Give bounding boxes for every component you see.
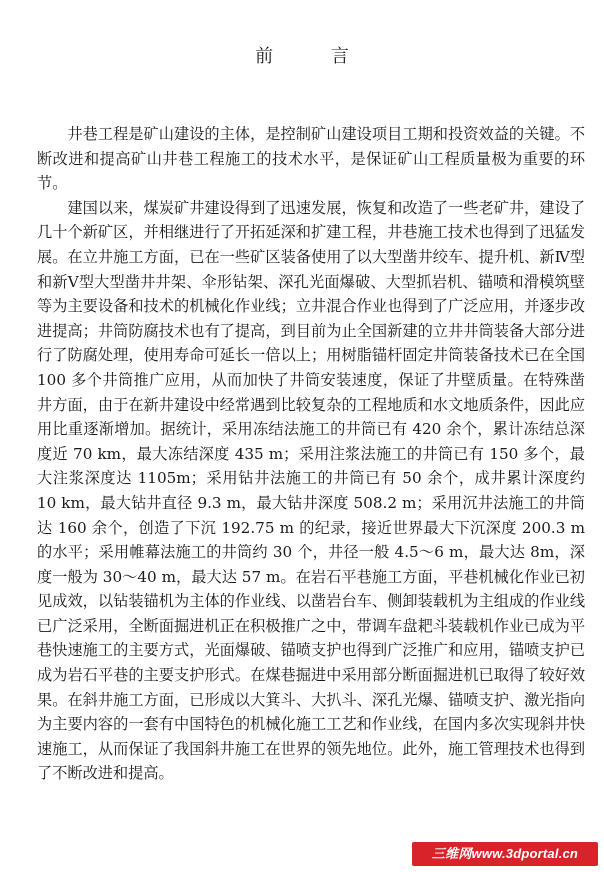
body-text [37, 122, 585, 786]
page-title: 前 言 [255, 46, 375, 67]
watermark-logo: 三维网www.3dportal.cn [412, 842, 598, 866]
paragraph: 井巷工程是矿山建设的主体，是控制矿山建设项目工期和投资效益的关键。不断改进和提高矿山井巷工程施工的技术水平，是保证矿山工程质量极为重要的环节。 [37, 125, 585, 193]
paragraph: 建国以来，煤炭矿井建设得到了迅速发展，恢复和改造了一些老矿井，建设了几十个新矿区，并相继进行了开拓延深和扩建工程，井巷施工技术也得到了迅猛发展。在立井施工方面，已在一些矿区装备使用了以大型凿井绞车、提升机、新Ⅳ型和新Ⅴ型大型凿井井架、伞形钻架、深孔光面爆破、大型抓岩机、锚喷和滑模筑壁等为主要设备和技术的机械化作业线；立井混合作业也得到了广泛应用，并逐步改进提高；井筒防腐技术也有了提高，到目前为止全国新建的立井井筒装备大部分进行了防腐处理，使用寿命可延长一倍以上；用树脂锚杆固定井筒装备技术已在全国 100 多个井筒推广应用，从而加快了井筒安装速度，保证了井壁质量。在特殊凿井方面，由于在新井建设中经常遇到比较复杂的工程地质和水文地质条件，因此应用比重逐渐增加。据统计，采用冻结法施工的井筒已有 420 余个，累计冻结总深度近 70 km，最大冻结深度 435 m；采用注浆法施工的井筒已有 150 多个，最大注浆深度达 1105m；采用钻井法施工的井筒已有 50 余个，成井累计深度约 10 km，最大钻井直径 9.3 m，最大钻井深度 508.2 m；采用沉井法施工的井筒达 160 余个，创造了下沉 192.75 m 的纪录，接近世界最大下沉深度 200.3 m 的水平；采用帷幕法施工的井筒约 30 个，井径一般 4.5～6 m，最大达 8m，深度一般为 30～40 m，最大达 57 m。在岩石平巷施工方面，平巷机械化作业已初见成效，以钻装锚机为主体的作业线、以凿岩台车、侧卸装载机为主组成的作业线已广泛采用，全断面掘进机正在积极推广之中，带调车盘耙斗装载机作业已成为平巷快速施工的主要方式，光面爆破、锚喷支护也得到广泛推广和应用，锚喷支护已成为岩石平巷的主要支护形式。在煤巷掘进中采用部分断面掘进机已取得了较好效果。在斜井施工方面，已形成以大箕斗、大扒斗、深孔光爆、锚喷支护、激光指向为主要内容的一套有中国特色的机械化施工工艺和作业线，在国内多次实现斜井快速施工，从而保证了我国斜井施工在世界的领先地位。此外，施工管理技术也得到了不断改进和提高。 [37, 198, 585, 783]
